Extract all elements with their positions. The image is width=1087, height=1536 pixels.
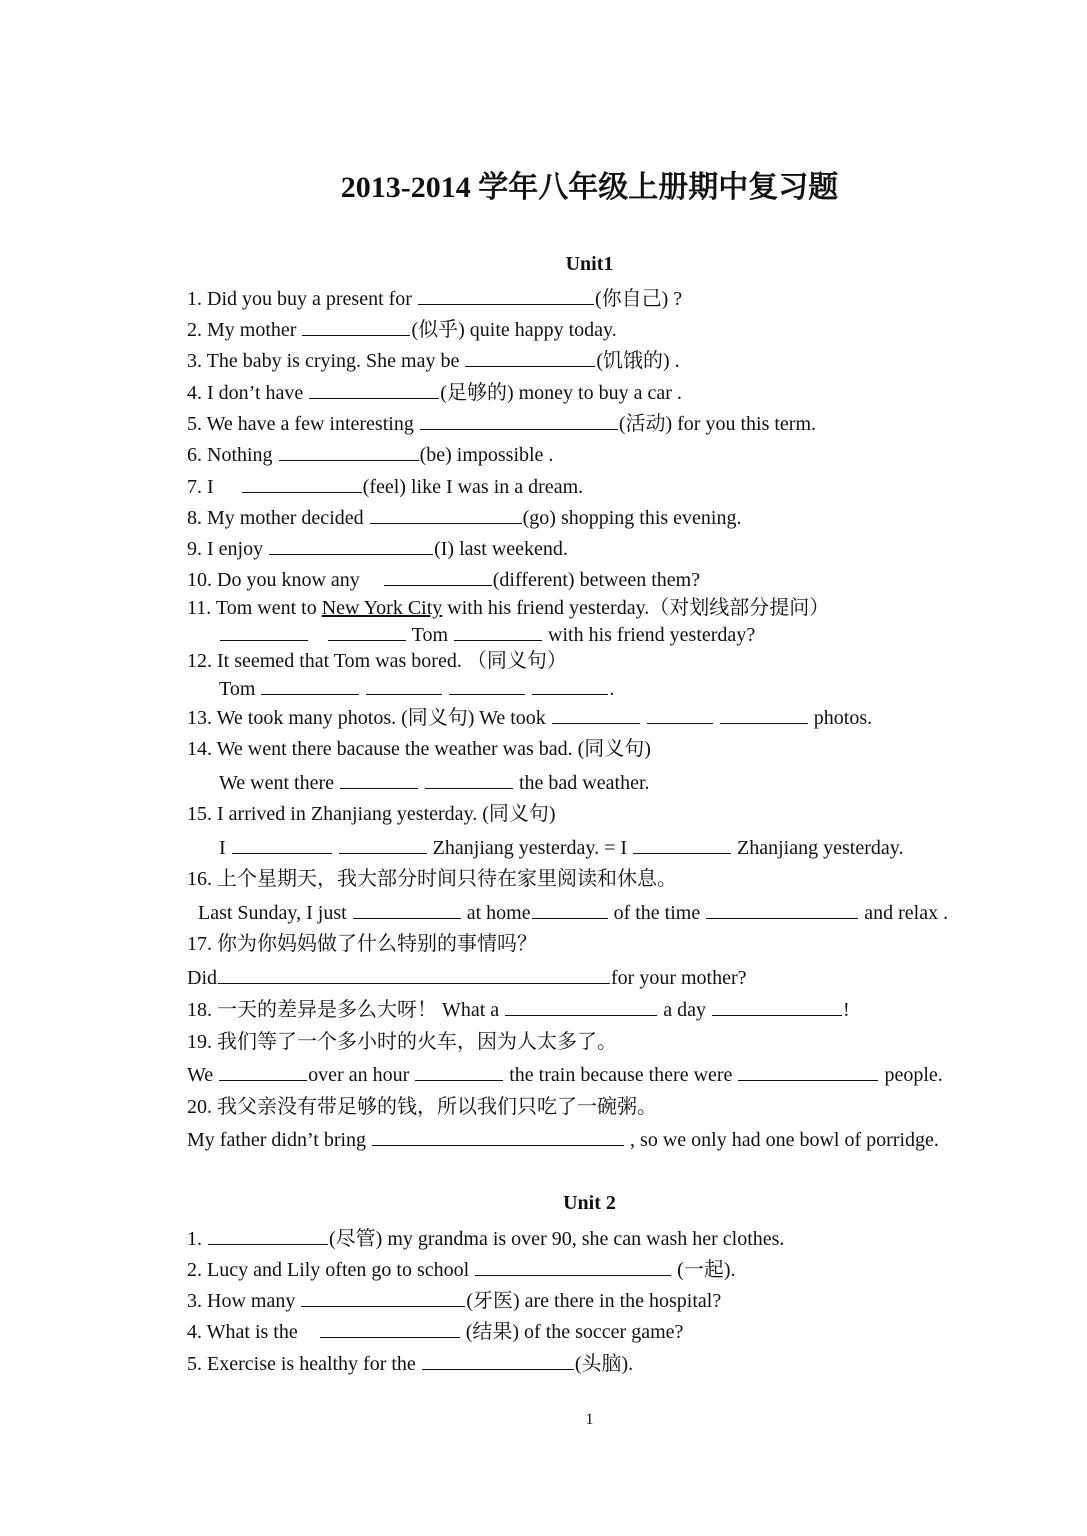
u1-q11: 11. Tom went to New York City with his friend yesterday.（对划线部分提问） xyxy=(187,597,830,619)
u1-q17-answer: Did for your mother? xyxy=(187,967,747,989)
u1-q15: 15. I arrived in Zhanjiang yesterday. (同义句) xyxy=(187,803,556,825)
u1-q12-answer: Tom . xyxy=(219,678,615,700)
u1-q10: 10. Do you know any (different) between them? xyxy=(187,569,701,591)
u2-q4: 4. What is the (结果) of the soccer game? xyxy=(187,1321,684,1343)
u1-q16: 16. 上个星期天，我大部分时间只待在家里阅读和休息。 xyxy=(187,868,677,890)
underlined-phrase: New York City xyxy=(321,597,443,619)
u2-q2: 2. Lucy and Lily often go to school (一起). xyxy=(187,1259,736,1281)
u1-q7: 7. I (feel) like I was in a dream. xyxy=(187,476,584,498)
u1-q19: 19. 我们等了一个多小时的火车，因为人太多了。 xyxy=(187,1031,617,1053)
u1-q2: 2. My mother (似乎) quite happy today. xyxy=(187,319,617,341)
unit1-heading: Unit1 xyxy=(565,253,614,275)
u1-q6: 6. Nothing (be) impossible . xyxy=(187,444,554,466)
u2-q3: 3. How many (牙医) are there in the hospital? xyxy=(187,1290,722,1312)
u1-q20: 20. 我父亲没有带足够的钱，所以我们只吃了一碗粥。 xyxy=(187,1096,657,1118)
page-number: 1 xyxy=(585,1411,594,1428)
u1-q20-answer: My father didn’t bring , so we only had one bowl of porridge. xyxy=(187,1129,939,1151)
u1-q3: 3. The baby is crying. She may be (饥饿的) . xyxy=(187,350,680,372)
u1-q16-answer: Last Sunday, I just at home of the time and relax . xyxy=(198,902,949,924)
u1-q4: 4. I don’t have (足够的) money to buy a car . xyxy=(187,382,682,404)
u1-q14: 14. We went there bacause the weather was bad. (同义句) xyxy=(187,738,651,760)
u2-q1: 1. (尽管) my grandma is over 90, she can wash her clothes. xyxy=(187,1228,785,1250)
u1-q17: 17. 你为你妈妈做了什么特别的事情吗？ xyxy=(187,933,537,955)
u1-q11-answer: Tom with his friend yesterday? xyxy=(219,622,755,647)
u1-q12: 12. It seemed that Tom was bored. （同义句） xyxy=(187,650,567,672)
u1-q5: 5. We have a few interesting (活动) for you this term. xyxy=(187,413,817,435)
unit2-heading: Unit 2 xyxy=(563,1192,616,1214)
u1-q8: 8. My mother decided (go) shopping this evening. xyxy=(187,507,742,529)
u1-q15-answer: I Zhanjiang yesterday. = I Zhanjiang yesterday. xyxy=(219,837,904,859)
u1-q19-answer: We over an hour the train because there were people. xyxy=(187,1064,943,1086)
u1-q14-answer: We went there the bad weather. xyxy=(219,772,650,794)
u2-q5: 5. Exercise is healthy for the (头脑). xyxy=(187,1353,634,1375)
u1-q1: 1. Did you buy a present for (你自己) ? xyxy=(187,288,683,310)
page-title: 2013-2014 学年八年级上册期中复习题 xyxy=(340,171,839,204)
u1-q9: 9. I enjoy (I) last weekend. xyxy=(187,538,568,560)
u1-q18: 18. 一天的差异是多么大呀！ What a a day ! xyxy=(187,999,850,1021)
u1-q13: 13. We took many photos. (同义句) We took photos. xyxy=(187,707,873,729)
